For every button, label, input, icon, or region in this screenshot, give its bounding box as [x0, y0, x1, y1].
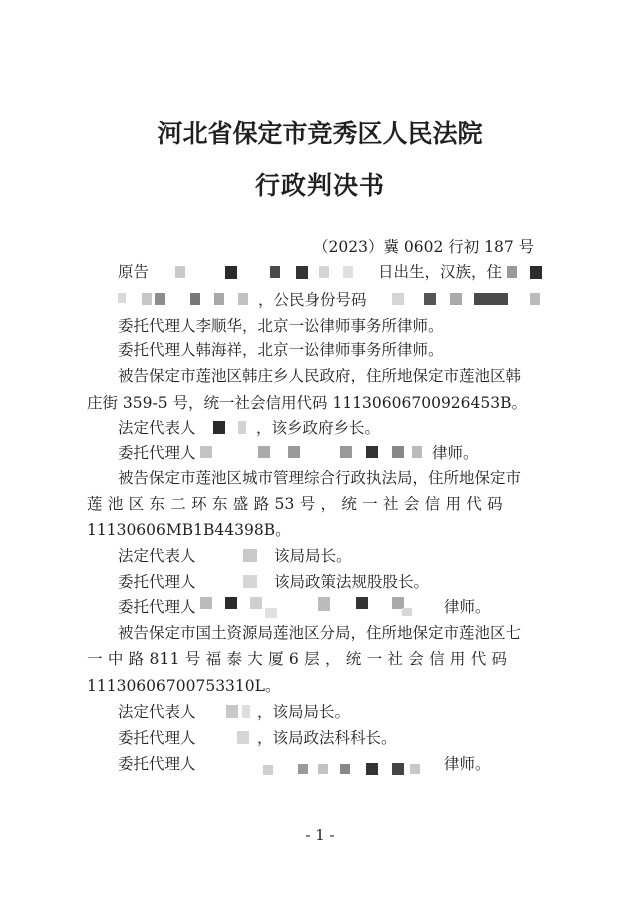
- defendant2-rep-label: 法定代表人: [118, 547, 196, 565]
- defendant2-agent2-label: 委托代理人: [118, 598, 196, 616]
- defendant3-rep-label: 法定代表人: [118, 703, 196, 721]
- plaintiff-label: 原告: [118, 263, 150, 281]
- defendant1-line2: 庄街 359-5 号，统一社会信用代码 11130606700926453B。: [87, 394, 528, 412]
- defendant3-agent1-title: ，该局政法科科长。: [257, 729, 397, 747]
- plaintiff-agent-1: 委托代理人李顺华，北京一讼律师事务所律师。: [118, 317, 444, 335]
- plaintiff-id-label: ，公民身份号码: [258, 291, 367, 309]
- defendant3-agent2-label: 委托代理人: [118, 755, 196, 773]
- defendant3-agent2-tail: 律师。: [444, 755, 491, 773]
- defendant2-agent2-tail: 律师。: [444, 598, 491, 616]
- defendant3-line1: 被告保定市国土资源局莲池区分局，住所地保定市莲池区七: [118, 624, 522, 642]
- court-name: 河北省保定市竞秀区人民法院: [157, 119, 483, 148]
- defendant3-rep-title: ，该局局长。: [257, 703, 351, 721]
- defendant3-line2: 一 中 路 811 号 福 泰 大 厦 6 层 ， 统 一 社 会 信 用 代 码: [87, 650, 508, 668]
- plaintiff-agent-2: 委托代理人韩海祥，北京一讼律师事务所律师。: [118, 341, 444, 359]
- defendant2-agent1-title: 该局政策法规股股长。: [274, 573, 430, 591]
- defendant2-line3: 11130606MB1B44398B。: [87, 521, 291, 539]
- document-type: 行政判决书: [254, 171, 385, 200]
- defendant3-line3: 11130606700753310L。: [87, 677, 281, 695]
- defendant2-agent1-label: 委托代理人: [118, 573, 196, 591]
- defendant1-agent-label: 委托代理人: [118, 444, 196, 462]
- defendant3-agent1-label: 委托代理人: [118, 729, 196, 747]
- defendant2-line2: 莲 池 区 东 二 环 东 盛 路 53 号 ， 统 一 社 会 信 用 代 码: [87, 495, 503, 513]
- page-number: - 1 -: [305, 826, 335, 844]
- plaintiff-birth: 日出生，汉族，住: [378, 263, 503, 281]
- defendant1-agent-tail: 律师。: [432, 444, 479, 462]
- defendant1-rep-title: ，该乡政府乡长。: [256, 419, 381, 437]
- defendant2-rep-title: 该局局长。: [274, 547, 352, 565]
- defendant2-line1: 被告保定市莲池区城市管理综合行政执法局，住所地保定市: [118, 469, 522, 487]
- defendant1-line1: 被告保定市莲池区韩庄乡人民政府，住所地保定市莲池区韩: [118, 367, 522, 385]
- defendant1-rep-label: 法定代表人: [118, 419, 196, 437]
- case-number: （2023）冀 0602 行初 187 号: [313, 238, 535, 256]
